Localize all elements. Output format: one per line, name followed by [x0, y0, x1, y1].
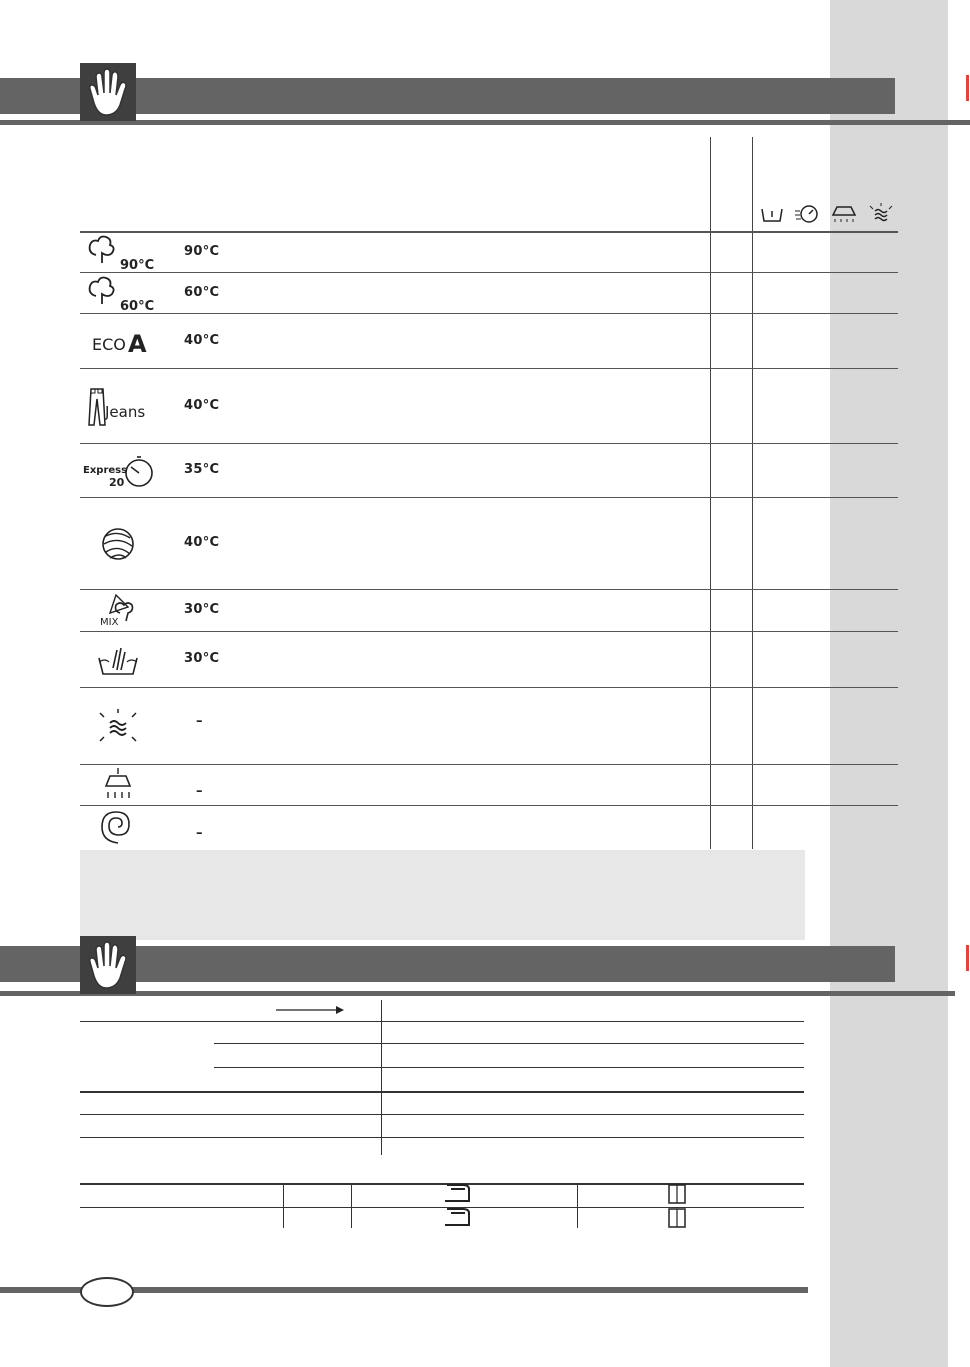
table-row-divider: [80, 443, 898, 444]
table-header-line: [80, 231, 898, 233]
express-20-icon: [80, 444, 155, 498]
cotton-90-icon: [80, 233, 155, 273]
spin-icon: [80, 806, 155, 848]
table-line: [80, 1114, 804, 1115]
prewash-icon: [759, 203, 785, 227]
svg-text:60°C: 60°C: [119, 298, 154, 314]
table-line: [80, 1183, 804, 1185]
table-row-divider: [80, 368, 898, 369]
programme-temperature: 60°C: [184, 285, 220, 300]
programme-temperature: 35°C: [184, 462, 220, 477]
eco-a-icon: [80, 314, 155, 369]
note-box: [80, 850, 805, 940]
programme-temperature: 40°C: [184, 398, 220, 413]
programme-temperature: 40°C: [184, 535, 220, 550]
table-line: [80, 1091, 804, 1093]
programme-temperature: –: [196, 714, 203, 729]
rinse-icon: [80, 688, 155, 765]
edge-mark-bottom: [966, 945, 969, 971]
table-divider: [351, 1184, 352, 1228]
table-row-divider: [80, 631, 898, 632]
wardrobe-icon: [667, 1207, 687, 1229]
table-column-divider: [752, 137, 753, 849]
wool-icon: [80, 498, 155, 590]
programme-temperature: 30°C: [184, 651, 220, 666]
table-row-divider: [80, 687, 898, 688]
extra-rinse-icon: [829, 203, 859, 227]
svg-text:Express: Express: [82, 465, 127, 476]
edge-mark-top: [966, 75, 969, 101]
programme-temperature: 30°C: [184, 602, 220, 617]
jeans-icon: [80, 369, 155, 444]
table-line: [214, 1067, 804, 1068]
table-divider: [577, 1184, 578, 1228]
option-icons-header: [754, 200, 898, 230]
spin-drain-icon: [80, 765, 155, 806]
header-underline: [0, 120, 970, 125]
page-number-oval: [80, 1277, 134, 1307]
table-line: [214, 1043, 804, 1044]
table-divider: [381, 1000, 382, 1155]
programme-temperature: 90°C: [184, 244, 220, 259]
svg-text:20: 20: [108, 476, 124, 489]
svg-text:90°C: 90°C: [119, 258, 154, 273]
table-row-divider: [80, 764, 898, 765]
table-row-divider: [80, 497, 898, 498]
iron-icon: [443, 1183, 471, 1205]
programme-temperature: –: [196, 784, 203, 799]
mix-icon: [80, 590, 155, 632]
iron-icon: [443, 1207, 471, 1229]
table-row-divider: [80, 272, 898, 273]
table-line: [80, 1021, 804, 1022]
svg-text:A: A: [127, 329, 147, 356]
hand-icon: [80, 936, 136, 994]
arrow-icon: [276, 1004, 346, 1016]
table-row-divider: [80, 589, 898, 590]
svg-text:ECO: ECO: [91, 334, 126, 354]
wardrobe-icon: [667, 1183, 687, 1205]
table-row-divider: [80, 313, 898, 314]
programme-temperature: 40°C: [184, 333, 220, 348]
header-underline: [0, 991, 955, 996]
rinse-hold-icon: [868, 202, 894, 228]
svg-text:Jeans: Jeans: [104, 402, 145, 421]
time-icon: [794, 202, 820, 228]
side-edge: [948, 0, 970, 1367]
programme-temperature: –: [196, 826, 203, 841]
table-line: [80, 1137, 804, 1138]
hand-icon: [80, 63, 136, 121]
svg-text:MIX: MIX: [99, 617, 118, 628]
table-row-divider: [80, 805, 898, 806]
table-column-divider: [710, 137, 711, 849]
table-line: [80, 1207, 804, 1208]
cotton-60-icon: [80, 273, 155, 314]
hand-wash-icon: [80, 632, 155, 688]
table-divider: [283, 1184, 284, 1228]
